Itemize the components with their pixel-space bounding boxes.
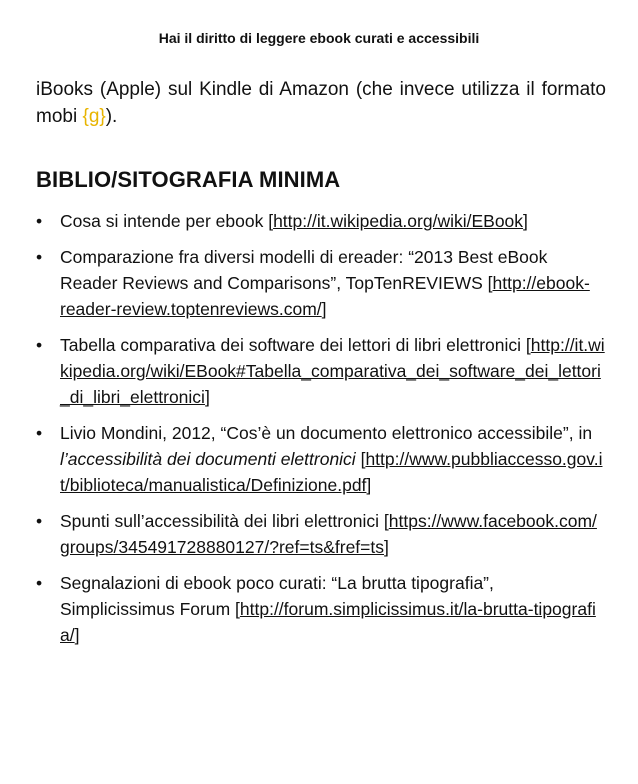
item-close: ] [366, 475, 372, 495]
item-text: Comparazione fra diversi modelli di ereader: “2013 Best eBook Reader Reviews and Comparisons”, TopTenREVIEWS [ [60, 247, 548, 293]
item-italic-title: l’accessibilità dei documenti elettronici [60, 449, 356, 469]
list-item [36, 332, 606, 410]
intro-paragraph [36, 76, 606, 130]
item-link[interactable]: http://it.wikipedia.org/wiki/EBook [273, 211, 524, 231]
bibliography-list [36, 208, 606, 658]
item-link[interactable]: http://it.wikipedia.org/wiki/EBook#Tabella_comparativa_dei_software_dei_lettori_di_libri_elettronici [60, 335, 605, 407]
intro-text-end: ). [105, 106, 118, 127]
item-text: Segnalazioni di ebook poco curati: “La brutta tipografia”, Simplicissimus Forum [ [60, 573, 494, 619]
section-heading: BIBLIO/SITOGRAFIA MINIMA [36, 167, 341, 192]
item-close: ] [204, 387, 210, 407]
item-link[interactable]: http://forum.simplicissimus.it/la-brutta-tipografia/ [60, 599, 596, 645]
item-close: ] [523, 211, 528, 231]
glossary-link[interactable]: {g} [82, 106, 106, 127]
item-link[interactable]: https://www.facebook.com/groups/345491728880127/?ref=ts&fref=ts [60, 511, 597, 557]
item-text: Tabella comparativa dei software dei lettori di libri elettronici [ [60, 335, 531, 355]
bullet-icon: • [36, 247, 43, 267]
bullet-icon: • [36, 335, 43, 355]
list-item [36, 508, 606, 560]
intro-text: iBooks (Apple) sul Kindle di Amazon (che invece utilizza il formato mobi [36, 79, 606, 127]
item-text: Spunti sull’accessibilità dei libri elettronici [ [60, 511, 389, 531]
list-item [36, 420, 606, 498]
item-close: ] [384, 537, 389, 557]
list-item [36, 244, 606, 322]
bullet-icon: • [36, 511, 43, 531]
item-text-2: [ [355, 449, 366, 469]
item-close: ] [321, 299, 327, 319]
item-text: Cosa si intende per ebook [ [60, 211, 274, 231]
item-text: Livio Mondini, 2012, “Cos’è un documento elettronico accessibile”, in [60, 423, 593, 443]
list-item [36, 570, 606, 648]
item-link[interactable]: http://ebook-reader-review.toptenreviews.com/ [60, 273, 590, 319]
item-link[interactable]: http://www.pubbliaccesso.gov.it/biblioteca/manualistica/Definizione.pdf [60, 449, 603, 495]
bullet-icon: • [36, 423, 43, 443]
bullet-icon: • [36, 211, 43, 231]
bullet-icon: • [36, 573, 43, 593]
item-close: ] [74, 625, 80, 645]
page-header-title: Hai il diritto di leggere ebook curati e accessibili [158, 30, 480, 46]
list-item [36, 208, 606, 234]
